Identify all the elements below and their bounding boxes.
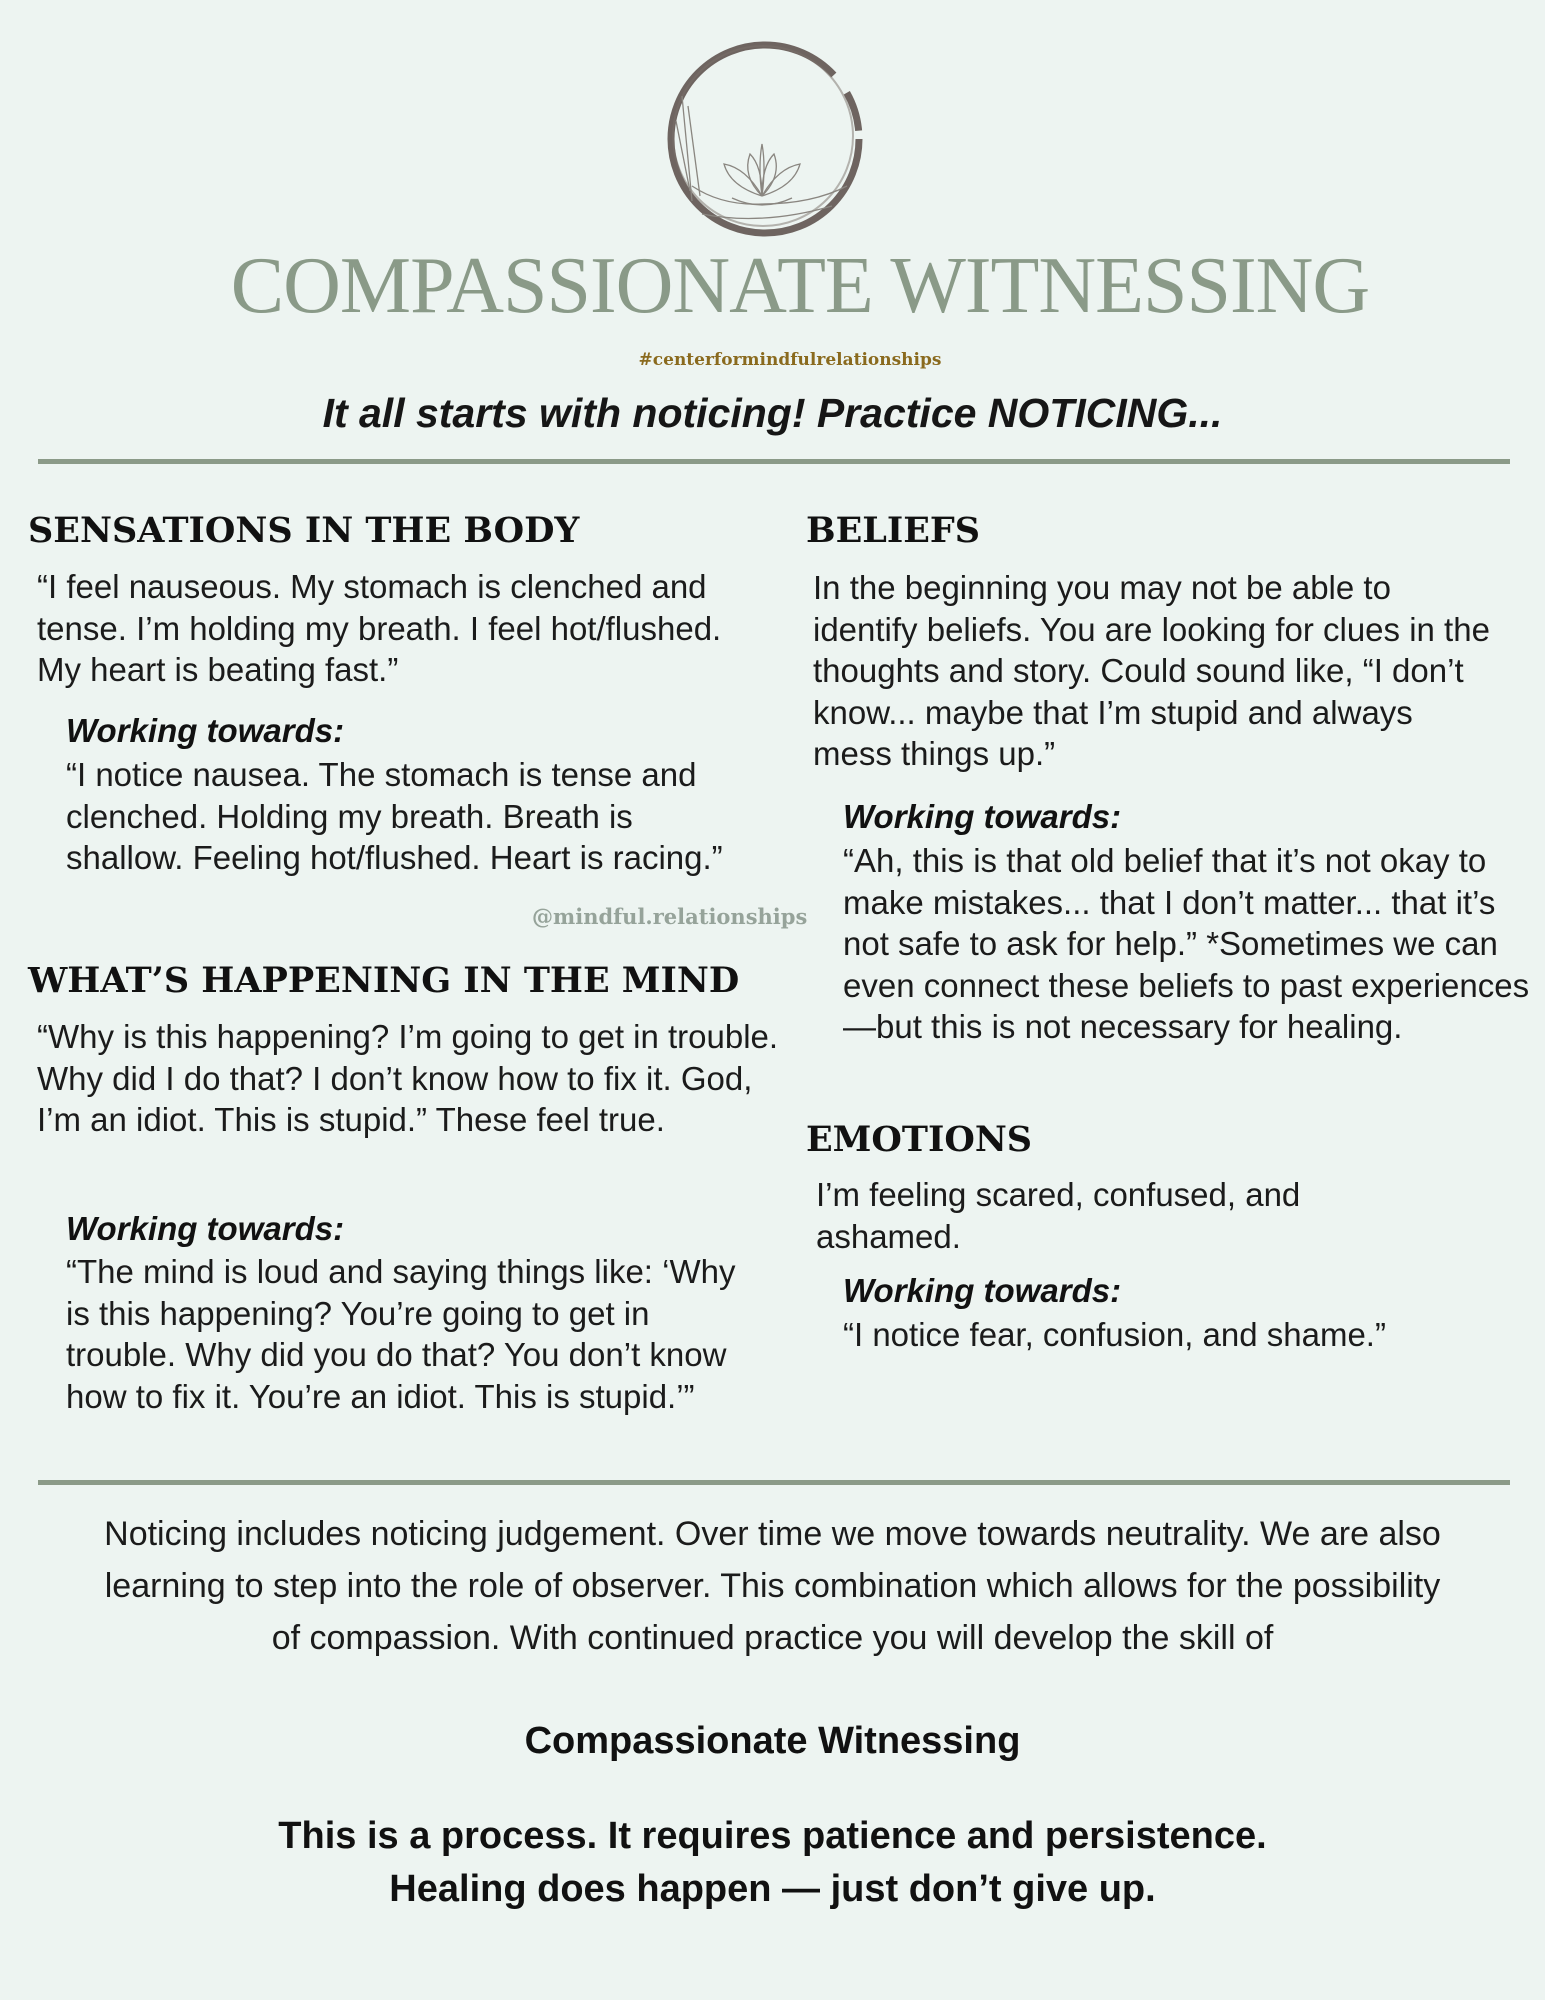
mind-text: “Why is this happening? I’m going to get in trouble. Why did I do that? I don’t know how to fix it. God, I’m an idiot. This is stupid.” These feel true. [37, 1018, 779, 1138]
emotions-working-label: Working towards: [843, 1272, 1122, 1309]
mind-working-label: Working towards: [66, 1210, 345, 1247]
closing-message [0, 1810, 1545, 1916]
beliefs-working-label: Working towards: [843, 798, 1122, 835]
sensations-working-text: “I notice nausea. The stomach is tense and clenched. Holding my breath. Breath is shallow. Feeling hot/flushed. Heart is racing.” [66, 756, 723, 876]
top-divider [38, 459, 1510, 464]
mind-heading: WHAT’S HAPPENING IN THE MIND [28, 960, 740, 1001]
bottom-divider [38, 1480, 1510, 1485]
sensations-text: “I feel nauseous. My stomach is clenched and tense. I’m holding my breath. I feel hot/flushed. My heart is beating fast.” [37, 568, 722, 688]
skill-title: Compassionate Witnessing [524, 1720, 1021, 1762]
hashtag: #centerformindfulrelationships [638, 350, 942, 370]
footer-paragraph [0, 1508, 1545, 1664]
emotions-heading: EMOTIONS [806, 1119, 1033, 1160]
lotus-logo-icon [662, 36, 868, 242]
sensations-working-label: Working towards: [66, 712, 345, 749]
closing-line-1: This is a process. It requires patience and persistence. [278, 1815, 1267, 1857]
emotions-text: I’m feeling scared, confused, and ashamed. [816, 1176, 1301, 1255]
closing-line-2: Healing does happen — just don’t give up. [389, 1868, 1156, 1910]
emotions-working-text: “I notice fear, confusion, and shame.” [843, 1316, 1386, 1353]
watermark: @mindful.relationships [532, 904, 808, 929]
mind-working-text: “The mind is loud and saying things like: ‘Why is this happening? You’re going to get in trouble. Why did you do that? You don’t know how to fix it. You’re an idiot. This is stupid.’” [66, 1253, 736, 1415]
beliefs-working-text: “Ah, this is that old belief that it’s not okay to make mistakes... that I don’t matter... that it’s not safe to ask for help.” *Sometimes we can even connect these beliefs to past experiences—but this is not necessary for healing. [843, 842, 1530, 1045]
footer-paragraph-text: Noticing includes noticing judgement. Over time we move towards neutrality. We are also learning to step into the role of observer. This combination which allows for the possibility of compassion. With continued practice you will develop the skill of [104, 1515, 1441, 1657]
sensations-heading: SENSATIONS IN THE BODY [28, 510, 580, 551]
tagline: It all starts with noticing! Practice NOTICING... [322, 390, 1223, 436]
page-title: COMPASSIONATE WITNESSING [230, 242, 1370, 330]
beliefs-heading: BELIEFS [806, 510, 981, 551]
beliefs-text: In the beginning you may not be able to identify beliefs. You are looking for clues in the thoughts and story. Could sound like, “I don’t know... maybe that I’m stupid and always mess things up.” [813, 569, 1490, 772]
